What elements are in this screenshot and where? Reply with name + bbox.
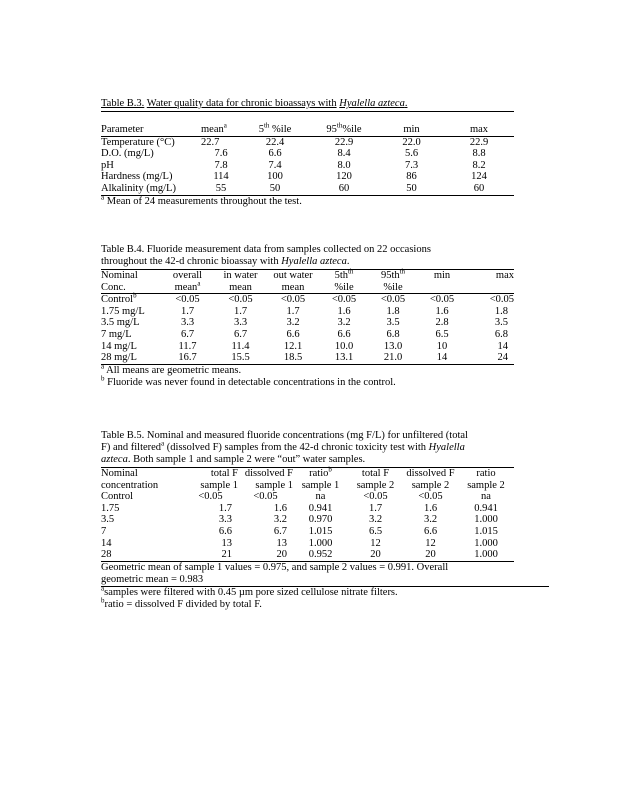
table-cell: <0.05 — [363, 491, 388, 503]
table-cell: 6.6 — [423, 525, 438, 537]
table-cell: 50 — [406, 182, 417, 194]
table-b4-species: Hyalella azteca — [281, 256, 347, 267]
footnote-marker: a — [101, 362, 105, 371]
table-cell: 86 — [406, 171, 417, 183]
table-b4-caption — [101, 244, 514, 270]
table-cell: <0.05 — [331, 294, 357, 306]
table-cell: <0.05 — [429, 294, 455, 306]
table-cell: D.O. (mg/L) — [101, 148, 154, 160]
footnote-text: ratio = dissolved F divided by total F. — [104, 598, 262, 610]
table-b3-header: Parameter — [101, 124, 144, 135]
table-b4-footnote-b — [101, 374, 514, 389]
table-cell: 3.2 — [286, 317, 300, 329]
table-cell: 1.7 — [180, 305, 195, 317]
table-cell: 28 mg/L — [101, 352, 137, 364]
footnote-marker: a — [197, 279, 201, 288]
footnote-marker: a — [223, 121, 227, 130]
table-b3-caption-end: . — [404, 98, 408, 109]
table-cell: 16.7 — [178, 352, 197, 364]
table-row — [101, 317, 514, 329]
table-cell: 10 — [436, 340, 448, 352]
table-cell: 7.4 — [268, 159, 282, 171]
table-b3-header: 5th %ile — [258, 121, 292, 135]
table-cell: 12 — [370, 537, 381, 549]
table-b5-header: total F — [210, 468, 238, 479]
table-cell: 7.6 — [214, 148, 228, 160]
table-cell: 10.0 — [334, 340, 354, 352]
table-b5-header: sample 1 — [255, 479, 293, 491]
table-row — [101, 329, 514, 341]
footnote-text: Fluoride was never found in detectable concentrations in the control. — [107, 376, 396, 388]
table-cell: 1.75 mg/L — [101, 305, 145, 317]
table-b3-header: max — [469, 124, 489, 135]
table-cell: 13 — [276, 537, 287, 549]
table-row — [101, 183, 514, 195]
table-b4-header: mean — [229, 281, 252, 293]
table-cell: 3.2 — [368, 514, 383, 526]
table-b5-caption-line1: Table B.5. Nominal and measured fluoride concentrations (mg F/L) for unfiltered (total — [101, 430, 468, 441]
table-cell: 22.9 — [469, 136, 489, 148]
table-cell: <0.05 — [418, 491, 443, 503]
footnote-marker: a — [101, 584, 105, 593]
table-cell: 5.6 — [404, 148, 419, 160]
table-b4-header: $95th^{th}$ — [380, 267, 406, 281]
table-row — [101, 491, 514, 503]
table-cell: 1.000 — [474, 514, 498, 526]
table-cell: 3.5 mg/L — [101, 317, 140, 329]
table-b4-header: $5th^{th}$ — [334, 267, 354, 281]
table-b5-caption-line3 — [101, 454, 514, 468]
table-cell: 3.3 — [233, 317, 248, 329]
footnote-text: Mean of 24 measurements throughout the test. — [106, 195, 302, 207]
table-cell: 1.7 — [286, 305, 300, 317]
footnote-text: samples were filtered with 0.45 µm pore sized cellulose nitrate filters. — [104, 586, 398, 598]
table-b4-header: %ile — [334, 281, 354, 293]
table-cell: 1.7 — [218, 502, 232, 514]
table-cell: 1.000 — [474, 549, 498, 561]
footnote-marker: a — [101, 193, 105, 202]
table-b5-header-row-1 — [101, 468, 514, 480]
table-cell: 14 — [436, 352, 448, 364]
table-b3-label: Table B.3. — [101, 98, 145, 109]
table-cell: 1.000 — [308, 537, 333, 549]
caption-text: F) and filtered — [101, 442, 162, 453]
table-cell: 0.952 — [308, 549, 333, 561]
table-b5-header-row-2 — [101, 480, 514, 492]
table-b5-header: sample 1 — [200, 479, 238, 491]
table-b5-header: total F — [361, 468, 390, 479]
table-cell: 6.5 — [368, 525, 383, 537]
table-cell: 20 — [276, 549, 287, 561]
table-cell: 7.3 — [404, 159, 419, 171]
table-cell: <0.05 — [175, 294, 200, 306]
table-b3-caption — [101, 98, 514, 112]
table-b5-header: Nominal — [101, 468, 138, 479]
caption-end: . — [346, 256, 350, 267]
table-cell: 6.6 — [286, 328, 300, 340]
table-b5-footnote-b — [101, 596, 514, 611]
table-cell: <0.05 — [380, 294, 406, 306]
table-cell: 21.0 — [383, 352, 403, 364]
table-b4-block — [101, 244, 514, 389]
table-cell: 7 — [101, 525, 107, 537]
table-cell: 3.3 — [180, 317, 195, 329]
table-b4-header: mean$^a$ — [174, 279, 201, 293]
caption-text: (dissolved F) samples from the 42-d chronic toxicity test with — [164, 442, 427, 453]
table-b5-header: sample 2 — [356, 479, 395, 491]
table-b4-header: max — [495, 270, 514, 281]
table-cell: 8.4 — [337, 148, 351, 160]
table-row — [101, 294, 514, 306]
table-cell: 14 — [101, 537, 112, 549]
table-b4 — [101, 267, 514, 365]
caption-text: throughout the 42-d chronic bioassay with — [101, 256, 279, 267]
table-b5-header: ratio — [476, 468, 496, 479]
table-b3-footnote — [101, 193, 514, 208]
table-cell: 1.7 — [368, 502, 383, 514]
footnote-text: All means are geometric means. — [106, 364, 242, 376]
table-cell: Alkalinity (mg/L) — [101, 182, 176, 194]
table-cell: 7 mg/L — [101, 328, 132, 340]
table-cell: 21 — [221, 549, 232, 561]
table-cell: <0.05 — [489, 294, 514, 306]
table-b5-header: dissolved F — [406, 468, 455, 479]
table-cell: 6.5 — [435, 328, 449, 340]
table-b5 — [101, 465, 514, 562]
table-row — [101, 341, 514, 353]
table-cell: 20 — [425, 549, 436, 561]
table-row — [101, 514, 514, 526]
table-cell: 11.4 — [231, 340, 250, 352]
geomean-line-2: geometric mean = 0.983 — [101, 573, 204, 585]
table-b4-header: Conc. — [101, 281, 126, 293]
table-cell: 6.6 — [218, 525, 232, 537]
table-cell: 60 — [338, 182, 350, 194]
table-cell: <0.05 — [253, 491, 278, 503]
table-row — [101, 148, 514, 160]
table-cell: 22.9 — [334, 136, 354, 148]
table-cell: 100 — [267, 171, 283, 183]
table-b3-header-row — [101, 124, 514, 136]
table-b4-header: mean — [281, 281, 305, 293]
table-cell: 60 — [473, 182, 485, 194]
table-b3-caption-text: Water quality data for chronic bioassays with — [146, 98, 337, 109]
table-cell: 120 — [336, 171, 352, 183]
table-row — [101, 171, 514, 183]
table-cell: Temperature (°C) — [101, 136, 175, 148]
table-cell: 6.8 — [386, 328, 400, 340]
table-b3-block — [101, 98, 514, 208]
table-cell: 2.8 — [435, 317, 449, 329]
table-cell: 24 — [497, 352, 508, 364]
table-cell: 1.6 — [435, 305, 449, 317]
table-b4-header: Nominal — [101, 270, 138, 281]
table-b4-header: min — [433, 270, 451, 281]
caption-text: . Both sample 1 and sample 2 were “out” water samples. — [127, 454, 366, 465]
table-cell: 0.970 — [308, 514, 333, 526]
table-cell: 13.1 — [334, 352, 354, 364]
table-b5-header: sample 2 — [411, 479, 450, 491]
table-cell: 0.941 — [474, 502, 498, 514]
table-cell: 14 — [497, 340, 508, 352]
table-cell: 6.7 — [233, 328, 248, 340]
table-b5-caption-line2 — [101, 439, 514, 454]
table-cell: 8.8 — [472, 148, 486, 160]
table-cell: 124 — [471, 171, 487, 183]
table-cell: 22.7 — [201, 136, 220, 148]
table-b4-caption-line2 — [101, 256, 514, 270]
table-b4-header — [467, 282, 514, 294]
table-cell: 6.6 — [337, 328, 351, 340]
table-cell: 22.0 — [402, 136, 421, 148]
table-b5-header: sample 2 — [467, 479, 505, 491]
table-cell: 6.7 — [273, 525, 287, 537]
table-cell: 8.0 — [337, 159, 351, 171]
table-cell: 3.2 — [273, 514, 287, 526]
table-cell: 6.6 — [268, 148, 282, 160]
table-cell: Hardness (mg/L) — [101, 171, 173, 183]
table-cell: 114 — [213, 171, 229, 183]
table-cell: 3.5 — [101, 514, 115, 526]
table-cell: <0.05 — [198, 491, 223, 503]
table-b5-footnote-a — [101, 586, 549, 599]
table-cell: 1.8 — [494, 305, 508, 317]
table-cell: 1.6 — [337, 305, 351, 317]
table-b5-header: dissolved F — [244, 468, 293, 479]
table-cell: 3.5 — [494, 317, 508, 329]
table-cell: 3.2 — [337, 317, 351, 329]
table-b3-header: min — [403, 124, 420, 135]
table-cell: 13.0 — [383, 340, 403, 352]
table-b4-header: %ile — [383, 281, 403, 293]
footnote-marker: b — [101, 374, 105, 383]
table-cell: 1.7 — [233, 305, 248, 317]
table-b3-header: mean$^a$ — [201, 121, 227, 135]
table-cell: 1.75 — [101, 502, 120, 514]
table-b4-header: out water — [273, 270, 313, 281]
table-cell: <0.05 — [228, 294, 253, 306]
table-cell: 8.2 — [472, 159, 486, 171]
table-row — [101, 306, 514, 318]
table-b5-block — [101, 430, 514, 611]
table-row — [101, 526, 514, 538]
table-cell: Control$^b$ — [101, 291, 137, 306]
table-cell: na — [315, 491, 326, 503]
table-cell: 6.7 — [180, 328, 195, 340]
table-cell: 11.7 — [178, 340, 197, 352]
table-cell: 55 — [215, 182, 227, 194]
table-row — [101, 549, 514, 561]
table-b5-header: concentration — [101, 479, 159, 491]
table-b4-footnote-a — [101, 362, 514, 377]
table-cell: 3.3 — [218, 514, 232, 526]
table-b5-species-2: azteca — [101, 454, 128, 465]
footnote-marker: b — [328, 465, 332, 474]
table-cell: <0.05 — [280, 294, 306, 306]
table-b3-header: 95th%ile — [326, 121, 362, 135]
footnote-marker: b — [133, 291, 137, 300]
table-cell: 1.8 — [386, 305, 400, 317]
table-b4-header: overall — [172, 270, 203, 281]
table-cell: na — [481, 491, 491, 503]
table-row — [101, 538, 514, 550]
table-cell: 12.1 — [283, 340, 303, 352]
table-cell: 13 — [221, 537, 232, 549]
table-b5-header: ratio$^b$ — [309, 465, 332, 479]
table-row — [101, 503, 514, 515]
table-cell: 6.8 — [494, 328, 508, 340]
table-b5-caption — [101, 430, 514, 468]
geomean-line-1: Geometric mean of sample 1 values = 0.975, and sample 2 values = 0.991. Overall — [101, 561, 449, 573]
table-cell: 0.941 — [308, 502, 333, 514]
table-cell: 15.5 — [231, 352, 250, 364]
footnote-marker: a — [161, 439, 165, 448]
table-cell: 20 — [370, 549, 381, 561]
table-b4-header-row-2 — [101, 282, 514, 294]
table-cell: 1.000 — [474, 537, 498, 549]
table-row — [101, 352, 514, 364]
table-b3 — [101, 121, 514, 196]
table-cell: 1.6 — [423, 502, 438, 514]
table-cell: 7.8 — [214, 159, 228, 171]
table-cell: 22.4 — [265, 136, 285, 148]
table-b4-caption-line1: Table B.4. Fluoride measurement data from samples collected on 22 occasions — [101, 244, 431, 255]
table-cell: 1.6 — [273, 502, 287, 514]
table-b4-header: in water — [223, 270, 258, 281]
table-b5-species-1: Hyalella — [428, 442, 465, 453]
table-b4-header — [417, 282, 467, 294]
footnote-marker: b — [101, 596, 105, 605]
table-cell: 1.015 — [474, 525, 498, 537]
table-cell: Control — [101, 491, 134, 503]
table-cell: 50 — [269, 182, 281, 194]
table-row — [101, 160, 514, 172]
table-cell: 12 — [425, 537, 436, 549]
table-cell: 14 mg/L — [101, 340, 137, 352]
table-row — [101, 136, 514, 148]
table-b4-header-row-1 — [101, 270, 514, 282]
table-cell: 3.2 — [423, 514, 438, 526]
table-cell: 3.5 — [386, 317, 400, 329]
table-cell: 1.015 — [308, 525, 333, 537]
table-b5-header: sample 1 — [301, 479, 340, 491]
table-b5-geomean — [101, 562, 514, 586]
table-cell: pH — [101, 159, 114, 171]
table-cell: 28 — [101, 549, 112, 561]
table-cell: 18.5 — [283, 352, 303, 364]
table-b3-species: Hyalella azteca — [339, 98, 405, 109]
